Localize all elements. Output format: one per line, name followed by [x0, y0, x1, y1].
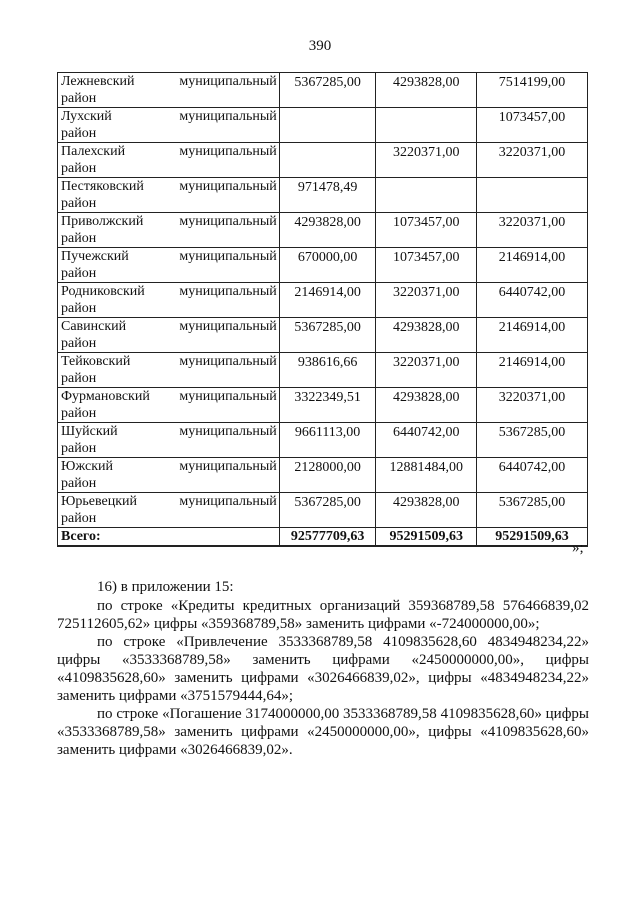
table-row — [58, 493, 588, 528]
district-name-cell — [58, 73, 280, 108]
district-suffix: район — [61, 161, 97, 176]
district-name-cell — [58, 458, 280, 493]
amendment-paragraph-repayment: по строке «Погашение 3174000000,00 3533368789,58 4109835628,60» цифры «3533368789,58» заменить цифрами «2450000000,00», цифры «4109835628,60» заменить цифрами «3026466839,02». — [57, 706, 589, 758]
table-row — [58, 73, 588, 108]
district-name-line — [61, 73, 277, 90]
district-name-cell — [58, 493, 280, 528]
total-label: Всего: — [58, 528, 280, 547]
budget-table — [57, 72, 588, 547]
value-year-2: 4293828,00 — [376, 73, 477, 108]
table-row — [58, 423, 588, 458]
value-year-2: 4293828,00 — [376, 493, 477, 528]
district-name: Савинский — [61, 319, 127, 334]
district-name-line — [61, 143, 277, 160]
district-type: муниципальный — [179, 494, 277, 509]
district-name: Приволжский — [61, 214, 144, 229]
amendment-heading: 16) в приложении 15: — [97, 579, 234, 595]
district-type: муниципальный — [179, 109, 277, 124]
district-name-cell — [58, 318, 280, 353]
district-suffix: район — [61, 406, 97, 421]
district-name-line — [61, 353, 277, 370]
district-type: муниципальный — [179, 319, 277, 334]
district-suffix: район — [61, 91, 97, 106]
district-suffix: район — [61, 196, 97, 211]
district-name-cell — [58, 388, 280, 423]
district-type: муниципальный — [179, 459, 277, 474]
district-name: Лухский — [61, 109, 112, 124]
district-suffix: район — [61, 231, 97, 246]
value-year-1: 2146914,00 — [279, 283, 376, 318]
value-year-2: 1073457,00 — [376, 248, 477, 283]
value-year-3: 5367285,00 — [477, 423, 588, 458]
value-year-2: 3220371,00 — [376, 143, 477, 178]
district-name: Лежневский — [61, 74, 135, 89]
value-year-3: 3220371,00 — [477, 388, 588, 423]
district-type: муниципальный — [179, 74, 277, 89]
total-year-3: 95291509,63 — [477, 528, 588, 547]
amendment-paragraph-credits: по строке «Кредиты кредитных организаций 359368789,58 576466839,02 725112605,62» цифры «359368789,58» заменить цифрами «-724000000,00»; — [57, 598, 589, 632]
value-year-1: 4293828,00 — [279, 213, 376, 248]
district-suffix: район — [61, 371, 97, 386]
total-year-2: 95291509,63 — [376, 528, 477, 547]
value-year-1 — [279, 143, 376, 178]
district-type: муниципальный — [179, 424, 277, 439]
district-name: Родниковский — [61, 284, 145, 299]
district-name-line — [61, 178, 277, 195]
value-year-1: 670000,00 — [279, 248, 376, 283]
district-name-line — [61, 388, 277, 405]
table-row — [58, 213, 588, 248]
table-row — [58, 108, 588, 143]
value-year-2: 6440742,00 — [376, 423, 477, 458]
district-name-cell — [58, 143, 280, 178]
value-year-1: 3322349,51 — [279, 388, 376, 423]
value-year-3 — [477, 178, 588, 213]
value-year-2: 3220371,00 — [376, 283, 477, 318]
value-year-2: 12881484,00 — [376, 458, 477, 493]
value-year-3: 2146914,00 — [477, 353, 588, 388]
amendment-text — [57, 578, 589, 759]
total-year-1: 92577709,63 — [279, 528, 376, 547]
district-name: Палехский — [61, 144, 126, 159]
closing-quote: »; — [572, 540, 584, 556]
district-suffix: район — [61, 441, 97, 456]
district-name-cell — [58, 283, 280, 318]
value-year-3: 2146914,00 — [477, 248, 588, 283]
district-type: муниципальный — [179, 354, 277, 369]
budget-table-body — [58, 73, 588, 547]
table-row — [58, 178, 588, 213]
value-year-3: 2146914,00 — [477, 318, 588, 353]
value-year-3: 1073457,00 — [477, 108, 588, 143]
district-name-line — [61, 108, 277, 125]
value-year-2: 3220371,00 — [376, 353, 477, 388]
district-name-line — [61, 248, 277, 265]
district-suffix: район — [61, 301, 97, 316]
table-row — [58, 248, 588, 283]
value-year-2 — [376, 108, 477, 143]
table-total-row — [58, 528, 588, 547]
value-year-1: 5367285,00 — [279, 73, 376, 108]
district-name-line — [61, 493, 277, 510]
district-name-line — [61, 213, 277, 230]
district-type: муниципальный — [179, 144, 277, 159]
value-year-1: 2128000,00 — [279, 458, 376, 493]
district-name-line — [61, 318, 277, 335]
value-year-3: 3220371,00 — [477, 143, 588, 178]
district-name: Фурмановский — [61, 389, 150, 404]
district-suffix: район — [61, 511, 97, 526]
district-suffix: район — [61, 336, 97, 351]
district-name-cell — [58, 178, 280, 213]
value-year-2: 4293828,00 — [376, 388, 477, 423]
table-row — [58, 353, 588, 388]
value-year-3: 5367285,00 — [477, 493, 588, 528]
district-name-cell — [58, 248, 280, 283]
value-year-3: 6440742,00 — [477, 283, 588, 318]
district-suffix: район — [61, 126, 97, 141]
amendment-paragraph-attraction: по строке «Привлечение 3533368789,58 4109835628,60 4834948234,22» цифры «3533368789,58» заменить цифрами «2450000000,00», цифры «4109835628,60» заменить цифрами «3026466839,02», цифры «4834948234,22» заменить цифрами «3751579444,64»; — [57, 634, 589, 704]
district-name: Пучежский — [61, 249, 129, 264]
table-row — [58, 318, 588, 353]
district-type: муниципальный — [179, 249, 277, 264]
page-number: 390 — [308, 38, 332, 54]
district-name-line — [61, 283, 277, 300]
value-year-1: 938616,66 — [279, 353, 376, 388]
value-year-1 — [279, 108, 376, 143]
district-name: Южский — [61, 459, 113, 474]
value-year-3: 7514199,00 — [477, 73, 588, 108]
district-name: Тейковский — [61, 354, 131, 369]
district-type: муниципальный — [179, 179, 277, 194]
value-year-2 — [376, 178, 477, 213]
value-year-3: 6440742,00 — [477, 458, 588, 493]
district-name-line — [61, 458, 277, 475]
value-year-1: 9661113,00 — [279, 423, 376, 458]
district-type: муниципальный — [179, 214, 277, 229]
value-year-1: 971478,49 — [279, 178, 376, 213]
district-name-cell — [58, 108, 280, 143]
value-year-2: 1073457,00 — [376, 213, 477, 248]
district-type: муниципальный — [179, 389, 277, 404]
district-name-line — [61, 423, 277, 440]
table-row — [58, 388, 588, 423]
table-row — [58, 143, 588, 178]
district-name: Юрьевецкий — [61, 494, 138, 509]
table-row — [58, 283, 588, 318]
district-name: Пестяковский — [61, 179, 144, 194]
district-type: муниципальный — [179, 284, 277, 299]
value-year-3: 3220371,00 — [477, 213, 588, 248]
table-row — [58, 458, 588, 493]
value-year-2: 4293828,00 — [376, 318, 477, 353]
district-name-cell — [58, 353, 280, 388]
value-year-1: 5367285,00 — [279, 318, 376, 353]
value-year-1: 5367285,00 — [279, 493, 376, 528]
district-suffix: район — [61, 266, 97, 281]
district-name-cell — [58, 213, 280, 248]
district-name-cell — [58, 423, 280, 458]
district-suffix: район — [61, 476, 97, 491]
district-name: Шуйский — [61, 424, 118, 439]
